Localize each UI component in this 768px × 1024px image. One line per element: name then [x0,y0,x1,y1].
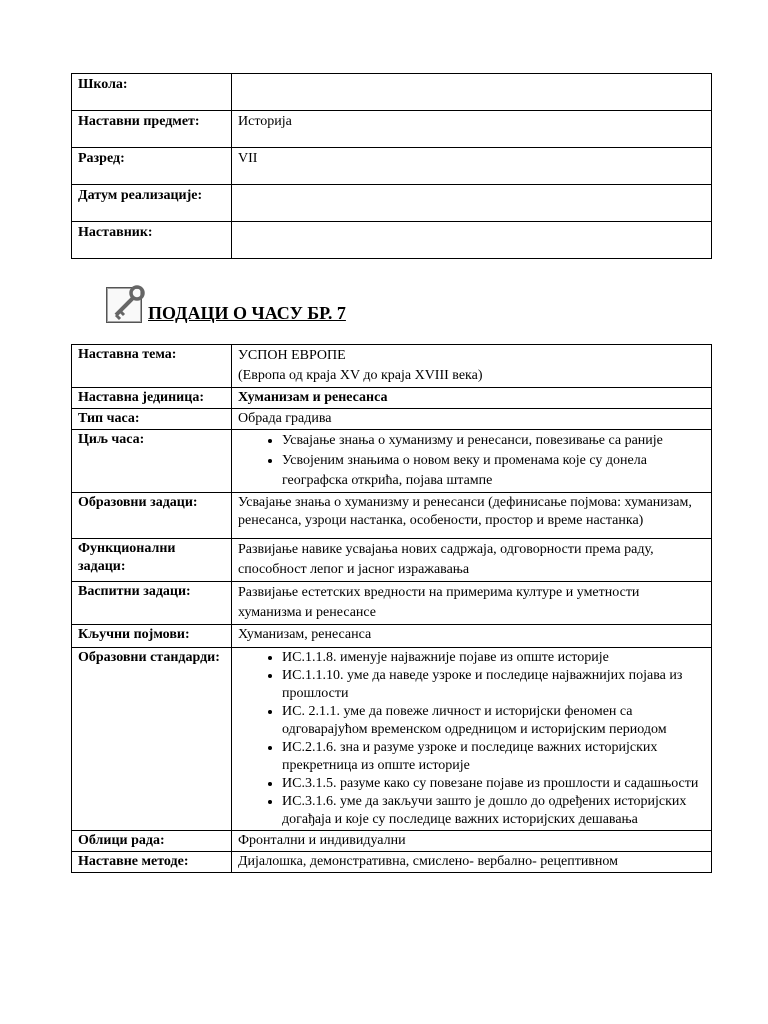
table-row [72,852,712,873]
table-row [72,345,712,388]
list-item: • ИС.3.1.5. разуме како су повезане појаве из прошлости и садашњости [282,775,705,793]
standards-list [238,649,705,829]
lesson-data-table [71,344,712,873]
upbringing-tasks-value: Развијање естетских вредности на примерима културе и уметности хуманизма и ренесансе [232,582,712,625]
standards-value [232,648,712,831]
school-label: Школа: [72,74,232,111]
list-item: • ИС.1.1.8. именује најважније појаве из опште историје [282,649,705,667]
goal-label: Циљ часа: [72,430,232,493]
school-info-table [71,73,712,259]
topic-line-1: УСПОН ЕВРОПЕ [238,348,346,363]
list-item: • ИС. 2.1.1. уме да повеже личност и историјски феномен са одговарајућом временском одредницом и историјским периодом [282,703,705,739]
work-forms-label: Облици рада: [72,831,232,852]
list-item: • Усвајање знања о хуманизму и ренесанси, повезивање са раније [282,431,705,451]
keywords-label: Кључни појмови: [72,625,232,648]
teaching-methods-label: Наставне методе: [72,852,232,873]
work-forms-value: Фронтални и индивидуални [232,831,712,852]
goal-list [238,431,705,491]
type-label: Тип часа: [72,409,232,430]
subject-value: Историја [232,111,712,148]
table-row [72,648,712,831]
date-value [232,185,712,222]
teacher-value [232,222,712,259]
grade-value: VII [232,148,712,185]
table-row [72,539,712,582]
table-row [72,582,712,625]
topic-line-2: (Европа од краја XV до краја XVIII века) [238,368,483,383]
table-row [72,111,712,148]
page-title: ПОДАЦИ О ЧАСУ БР. 7 [148,303,346,323]
table-row [72,625,712,648]
grade-label: Разред: [72,148,232,185]
table-row [72,409,712,430]
table-row [72,148,712,185]
table-row [72,185,712,222]
standards-label: Образовни стандарди: [72,648,232,831]
type-value: Обрада градива [232,409,712,430]
table-row [72,222,712,259]
educational-tasks-label: Образовни задаци: [72,493,232,539]
topic-label: Наставна тема: [72,345,232,388]
list-item: • ИС.2.1.6. зна и разуме узроке и последице важних историјских прекретница из опште историје [282,739,705,775]
unit-label: Наставна јединица: [72,388,232,409]
table-row [72,831,712,852]
educational-tasks-value: Усвајање знања о хуманизму и ренесанси (дефинисање појмова: хуманизам, ренесанса, узроци настанка, особености, простор и време настанка) [232,493,712,539]
functional-tasks-value: Развијање навике усвајања нових садржаја, одговорности према раду, способност лепог и јасног изражавања [232,539,712,582]
table-row [72,74,712,111]
school-value [232,74,712,111]
unit-value: Хуманизам и ренесанса [232,388,712,409]
table-row [72,388,712,409]
table-row [72,430,712,493]
teaching-methods-value: Дијалошка, демонстративна, смислено- вербално- рецептивном [232,852,712,873]
lesson-heading [104,283,346,325]
date-label: Датум реализације: [72,185,232,222]
list-item: • Усвојеним знањима о новом веку и променама које су донела географска открића, појава штампе [282,451,705,491]
subject-label: Наставни предмет: [72,111,232,148]
keywords-value: Хуманизам, ренесанса [232,625,712,648]
list-item: • ИС.1.1.10. уме да наведе узроке и последице најважнијих појава из прошлости [282,667,705,703]
goal-value [232,430,712,493]
key-icon [104,283,148,325]
topic-value [232,345,712,388]
table-row [72,493,712,539]
functional-tasks-label: Функционални задаци: [72,539,232,582]
upbringing-tasks-label: Васпитни задаци: [72,582,232,625]
teacher-label: Наставник: [72,222,232,259]
list-item: • ИС.3.1.6. уме да закључи зашто је дошло до одређених историјских догађаја и које су последице важних историјских дешавања [282,793,705,829]
